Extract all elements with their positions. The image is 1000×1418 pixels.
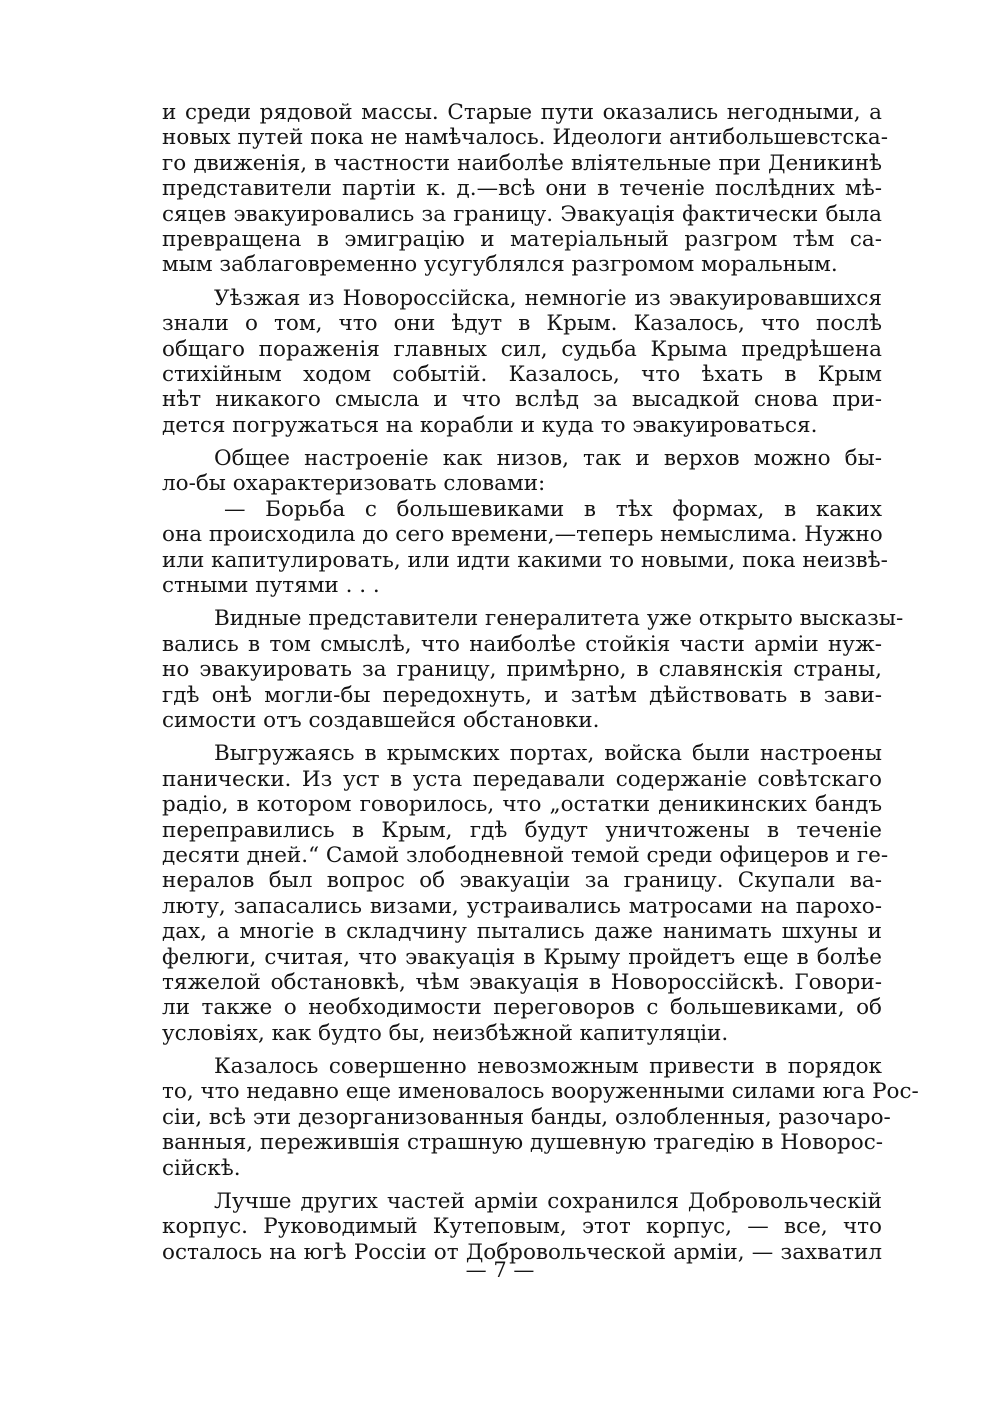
text-line: новых путей пока не намѣчалось. Идеологи антибольшевстска- <box>162 125 888 151</box>
text-line: тяжелой обстановкѣ, чѣм эвакуація в Новороссійскѣ. Говори- <box>162 969 882 995</box>
text-line: она происходила до сего времени,—теперь немыслима. Нужно <box>162 522 883 548</box>
text-line: сіи, всѣ эти дезорганизованныя банды, озлобленныя, разочаро- <box>162 1104 891 1130</box>
text-line: стихійным ходом событій. Казалось, что ѣхать в Крым <box>162 361 882 387</box>
text-line: радіо, в котором говорилось, что „остатки деникинских бандъ <box>162 792 882 818</box>
text-line: знали о том, что они ѣдут в Крым. Казалось, что послѣ <box>162 311 882 337</box>
text-line: люту, запасались визами, устраивались матросами на пароxo- <box>162 893 882 919</box>
text-line: Общее настроеніе как низов, так и верхов можно бы- <box>214 446 882 472</box>
text-line: Лучше других частей арміи сохранился Добровольческій <box>214 1189 882 1215</box>
text-line: осталось на югѣ Россіи от Добровольческой арміи, — захватил <box>162 1239 882 1265</box>
paragraph <box>162 100 888 278</box>
text-line: Видные представители генералитета уже открыто высказы- <box>214 606 904 632</box>
text-line: общаго пораженія главных сил, судьба Крыма предрѣшена <box>162 336 882 362</box>
text-line: корпус. Руководимый Кутеповым, этот корпус, — все, что <box>162 1214 882 1240</box>
paragraph <box>162 606 904 733</box>
text-line: сійскѣ. <box>162 1155 241 1181</box>
text-line: превращена в эмиграцію и матеріальный разгром тѣм са- <box>162 226 882 252</box>
paragraph <box>162 741 889 1046</box>
text-line: и среди рядовой массы. Старые пути оказались негодными, а <box>162 100 882 125</box>
text-line: го движенія, в частности наиболѣе вліятельные при Деникинѣ <box>162 150 882 176</box>
paragraph <box>162 496 888 599</box>
text-line: условіях, как будто бы, неизбѣжной капитуляціи. <box>162 1020 729 1046</box>
text-line: ванныя, пережившія страшную душевную трагедію в Новорос- <box>162 1130 884 1156</box>
text-line: представители партіи к. д.—всѣ они в теченіе послѣдних мѣ- <box>162 176 882 202</box>
text-line: нералов был вопрос об эвакуаціи за границу. Скупали ва- <box>162 868 882 894</box>
text-line: мым заблаговременно усугублялся разгромом моральным. <box>162 252 838 278</box>
text-line: стными путями . . . <box>162 573 380 599</box>
text-line: десяти дней.“ Самой злободневной темой среди офицеров и ге- <box>162 842 889 868</box>
text-line: дется погружаться на корабли и куда то эвакуироваться. <box>162 412 818 438</box>
text-line: гдѣ онѣ могли-бы передохнуть, и затѣм дѣйствовать в зави- <box>162 682 882 708</box>
text-line: сяцев эвакуировались за границу. Эвакуація фактически была <box>162 201 882 227</box>
body-text <box>162 100 919 1265</box>
text-line: — Борьба с большевиками в тѣх формах, в каких <box>224 496 882 522</box>
text-line: ли также о необходимости переговоров с большевиками, об <box>162 995 882 1021</box>
paragraph <box>162 1054 919 1181</box>
text-line: то, что недавно еще именовалось вооруженными силами юга Рос- <box>162 1079 919 1105</box>
paragraph <box>162 286 882 438</box>
text-line: или капитулировать, или идти какими то новыми, пока неизвѣ- <box>162 547 888 573</box>
text-line: Казалось совершенно невозможным привести в порядок <box>214 1054 882 1080</box>
paragraph <box>162 446 882 497</box>
text-line: Выгружаясь в крымских портах, войска были настроены <box>214 741 882 767</box>
text-line: переправились в Крым, гдѣ будут уничтожены в теченіе <box>162 817 882 843</box>
text-line: ло-бы охарактеризовать словами: <box>162 471 546 497</box>
text-line: дах, а многіе в складчину пытались даже нанимать шхуны и <box>162 919 882 945</box>
paragraph <box>162 1189 882 1265</box>
text-line: фелюги, считая, что эвакуація в Крыму пройдетъ еще в болѣе <box>162 944 882 970</box>
text-line: нѣт никакого смысла и что вслѣд за высадкой снова при- <box>162 387 882 413</box>
text-line: панически. Из уст в уста передавали содержаніе совѣтскаго <box>162 766 882 792</box>
text-line: вались в том смыслѣ, что наиболѣе стойкія части арміи нуж- <box>162 631 882 657</box>
text-line: Уѣзжая из Новороссійска, немногіе из эвакуировавшихся <box>214 285 882 311</box>
page-number: — 7 — <box>465 1258 535 1282</box>
text-line: но эвакуировать за границу, примѣрно, в славянскія страны, <box>162 657 882 683</box>
text-line: симости отъ создавшейся обстановки. <box>162 707 600 733</box>
